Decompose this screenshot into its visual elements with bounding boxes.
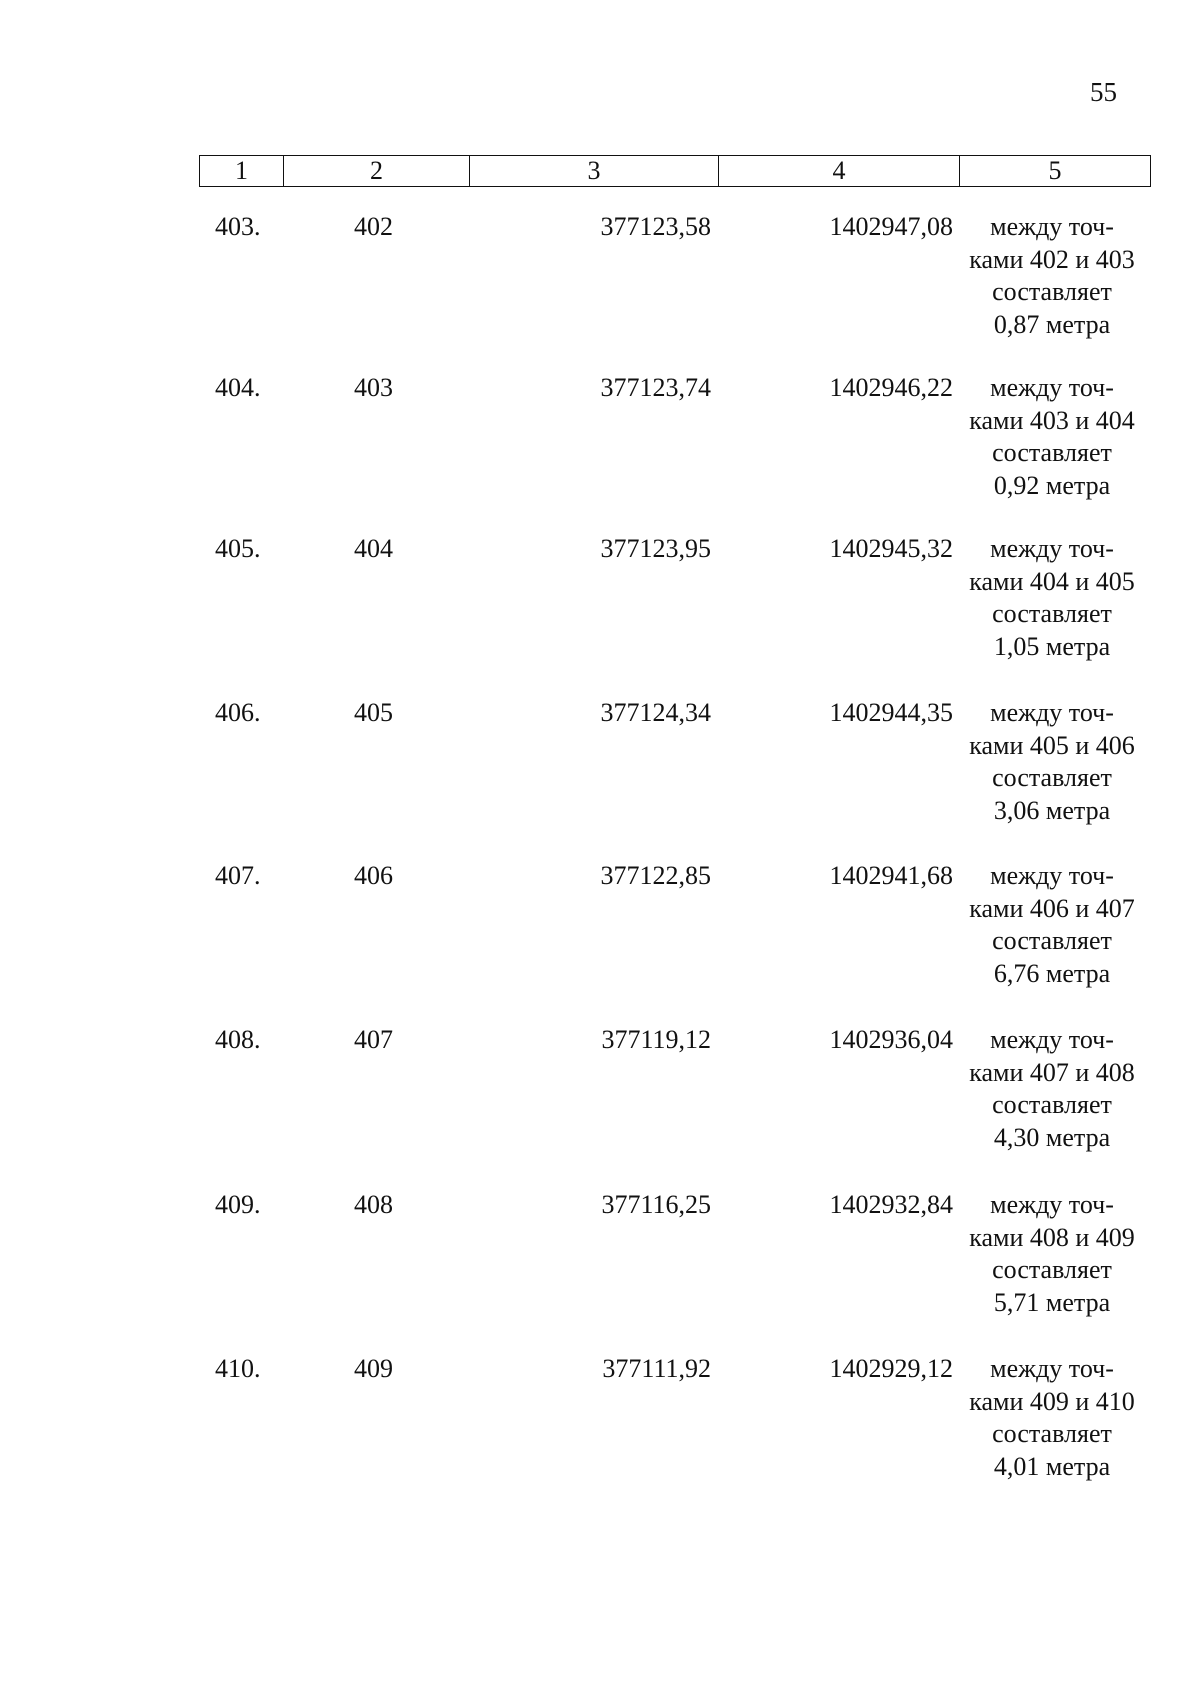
table-row: [0, 860, 1200, 1010]
column-header-1: 1: [200, 156, 284, 187]
note-line: 4,01 метра: [993, 1451, 1111, 1481]
coordinate-x: 377116,25: [601, 1190, 711, 1219]
note-line: ками 405 и 406: [969, 730, 1135, 760]
note-line: между точ-: [990, 1025, 1114, 1054]
note-line: составляет: [992, 763, 1112, 792]
point-number: 409.: [215, 1190, 261, 1219]
coordinate-x: 377123,58: [600, 212, 711, 241]
coordinate-y: 1402936,04: [829, 1025, 953, 1054]
column-header-5: 5: [960, 156, 1151, 187]
table-row: [0, 1353, 1200, 1503]
previous-point: 406: [354, 861, 393, 890]
note-line: между точ-: [990, 1354, 1114, 1383]
note-line: составляет: [992, 277, 1112, 306]
previous-point: 403: [354, 373, 393, 402]
note-line: составляет: [992, 926, 1112, 955]
distance-note: [962, 860, 1142, 990]
table-row: [0, 372, 1200, 522]
point-number: 403.: [215, 212, 261, 241]
note-line: ками 409 и 410: [969, 1386, 1135, 1416]
note-line: ками 408 и 409: [969, 1222, 1135, 1252]
coordinate-y: 1402941,68: [829, 861, 953, 890]
coordinate-x: 377111,92: [602, 1354, 711, 1383]
coordinate-x: 377123,95: [600, 534, 711, 563]
previous-point: 402: [354, 212, 393, 241]
column-header-2: 2: [284, 156, 470, 187]
note-line: 0,87 метра: [993, 309, 1111, 339]
column-header-4: 4: [719, 156, 960, 187]
distance-note: [962, 211, 1142, 341]
coordinate-x: 377119,12: [601, 1025, 711, 1054]
note-line: составляет: [992, 599, 1112, 628]
note-line: ками 407 и 408: [969, 1057, 1135, 1087]
note-line: 6,76 метра: [993, 958, 1111, 988]
note-line: составляет: [992, 1419, 1112, 1448]
coordinate-y: 1402944,35: [829, 698, 953, 727]
previous-point: 408: [354, 1190, 393, 1219]
note-line: 5,71 метра: [993, 1287, 1111, 1317]
previous-point: 409: [354, 1354, 393, 1383]
note-line: ками 402 и 403: [969, 244, 1135, 274]
table-row: [0, 1024, 1200, 1174]
distance-note: [962, 372, 1142, 502]
coordinate-y: 1402947,08: [829, 212, 953, 241]
note-line: 0,92 метра: [993, 470, 1111, 500]
note-line: составляет: [992, 1090, 1112, 1119]
note-line: между точ-: [990, 698, 1114, 727]
note-line: между точ-: [990, 373, 1114, 402]
coordinate-y: 1402932,84: [829, 1190, 953, 1219]
distance-note: [962, 697, 1142, 827]
note-line: между точ-: [990, 534, 1114, 563]
point-number: 406.: [215, 698, 261, 727]
distance-note: [962, 533, 1142, 663]
coordinate-y: 1402946,22: [829, 373, 953, 402]
note-line: составляет: [992, 438, 1112, 467]
point-number: 407.: [215, 861, 261, 890]
note-line: 4,30 метра: [993, 1122, 1111, 1152]
distance-note: [962, 1189, 1142, 1319]
note-line: между точ-: [990, 861, 1114, 890]
note-line: между точ-: [990, 1190, 1114, 1219]
note-line: составляет: [992, 1255, 1112, 1284]
coordinate-x: 377124,34: [600, 698, 711, 727]
previous-point: 407: [354, 1025, 393, 1054]
table-row: [0, 1189, 1200, 1339]
table-row: [0, 211, 1200, 361]
point-number: 404.: [215, 373, 261, 402]
note-line: между точ-: [990, 212, 1114, 241]
point-number: 410.: [215, 1354, 261, 1383]
previous-point: 405: [354, 698, 393, 727]
table-row: [0, 697, 1200, 847]
column-header-3: 3: [470, 156, 719, 187]
previous-point: 404: [354, 534, 393, 563]
distance-note: [962, 1353, 1142, 1483]
note-line: ками 403 и 404: [969, 405, 1135, 435]
coordinate-y: 1402945,32: [829, 534, 953, 563]
coordinate-y: 1402929,12: [829, 1354, 953, 1383]
distance-note: [962, 1024, 1142, 1154]
point-number: 405.: [215, 534, 261, 563]
note-line: 3,06 метра: [993, 795, 1111, 825]
note-line: ками 404 и 405: [969, 566, 1135, 596]
point-number: 408.: [215, 1025, 261, 1054]
coordinate-x: 377123,74: [600, 373, 711, 402]
note-line: 1,05 метра: [993, 631, 1111, 661]
table-row: [0, 533, 1200, 683]
coordinate-x: 377122,85: [600, 861, 711, 890]
page-number: 55: [1090, 77, 1117, 107]
note-line: ками 406 и 407: [969, 893, 1135, 923]
